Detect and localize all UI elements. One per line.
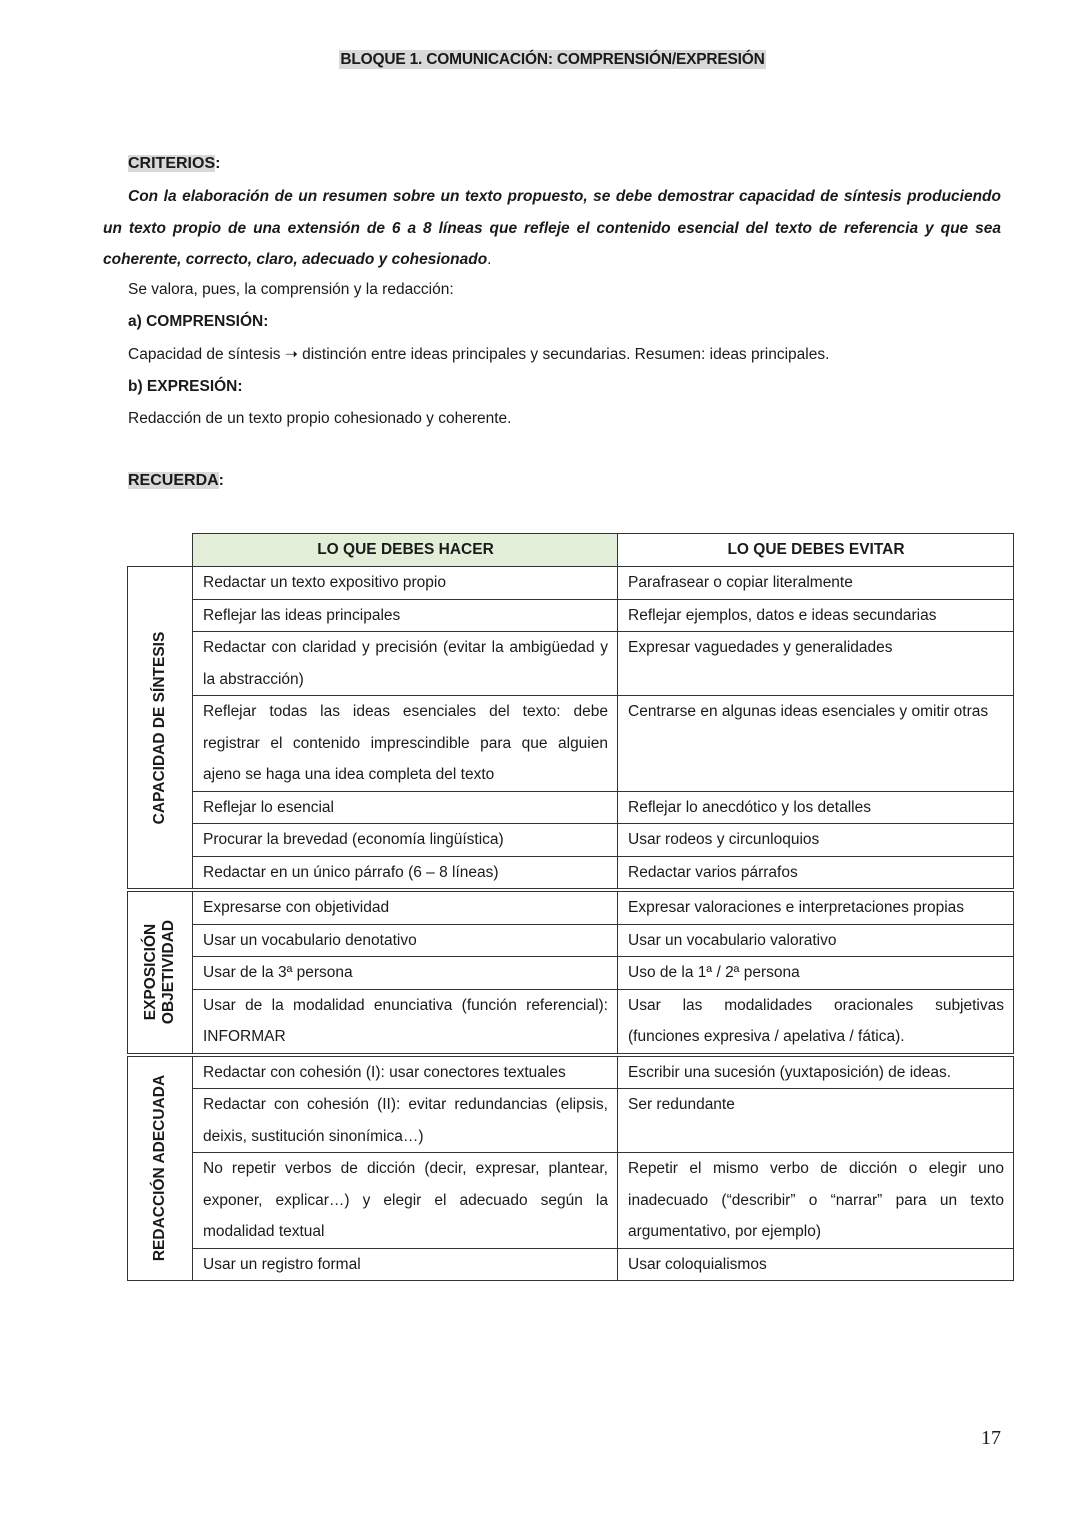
- table-row: [128, 696, 1014, 792]
- avoid-cell: Usar rodeos y circunloquios: [618, 824, 1014, 857]
- do-cell: No repetir verbos de dicción (decir, expresar, plantear, exponer, explicar…) y elegir el adecuado según la modalidad textual: [193, 1153, 618, 1249]
- do-cell: Redactar con cohesión (II): evitar redundancias (elipsis, deixis, sustitución sinonímica…): [193, 1089, 618, 1153]
- table-header-row: [128, 534, 1014, 567]
- table-row: [128, 791, 1014, 824]
- table-row: [128, 632, 1014, 696]
- do-cell: Usar un registro formal: [193, 1248, 618, 1281]
- group-label-line: OBJETIVIDAD: [160, 920, 177, 1025]
- avoid-cell: Uso de la 1ª / 2ª persona: [618, 957, 1014, 990]
- table-row: [128, 890, 1014, 924]
- table-row: [128, 957, 1014, 990]
- column-header-avoid: LO QUE DEBES EVITAR: [618, 534, 1014, 567]
- do-cell: Reflejar todas las ideas esenciales del texto: debe registrar el contenido imprescindible para que alguien ajeno se haga una idea completa del texto: [193, 696, 618, 792]
- avoid-cell: Usar un vocabulario valorativo: [618, 924, 1014, 957]
- do-cell: Usar de la modalidad enunciativa (función referencial): INFORMAR: [193, 989, 618, 1055]
- table-row: [128, 567, 1014, 600]
- do-cell: Reflejar lo esencial: [193, 791, 618, 824]
- table-row: [128, 1248, 1014, 1281]
- group-label: [151, 1075, 169, 1261]
- avoid-cell: Reflejar ejemplos, datos e ideas secundarias: [618, 599, 1014, 632]
- group-label-line: EXPOSICIÓN: [142, 924, 159, 1021]
- avoid-cell: Usar las modalidades oracionales subjetivas (funciones expresiva / apelativa / fática).: [618, 989, 1014, 1055]
- do-cell: Redactar un texto expositivo propio: [193, 567, 618, 600]
- comprension-text: Capacidad de síntesis ➝ distinción entre ideas principales y secundarias. Resumen: ideas principales.: [128, 346, 830, 363]
- group-label-line: REDACCIÓN ADECUADA: [151, 1075, 168, 1262]
- recuerda-table: [127, 533, 1014, 1281]
- page-title: BLOQUE 1. COMUNICACIÓN: COMPRENSIÓN/EXPRESIÓN: [340, 51, 765, 68]
- criterios-label: CRITERIOS:: [128, 155, 221, 172]
- do-cell: Usar de la 3ª persona: [193, 957, 618, 990]
- do-cell: Reflejar las ideas principales: [193, 599, 618, 632]
- do-cell: Redactar con claridad y precisión (evitar la ambigüedad y la abstracción): [193, 632, 618, 696]
- do-cell: Procurar la brevedad (economía lingüística): [193, 824, 618, 857]
- table-row: [128, 856, 1014, 890]
- avoid-cell: Ser redundante: [618, 1089, 1014, 1153]
- avoid-cell: Expresar valoraciones e interpretaciones propias: [618, 890, 1014, 924]
- group-label-cell: [128, 1055, 193, 1281]
- group-label: [151, 631, 169, 824]
- group-label: [142, 920, 178, 1024]
- expresion-label: b) EXPRESIÓN:: [128, 378, 243, 395]
- criterios-paragraph: Con la elaboración de un resumen sobre un texto propuesto, se debe demostrar capacidad de síntesis produciendo un texto propio de una extensión de 6 a 8 líneas que refleje el contenido esencial del texto de referencia y que sea coherente, correcto, claro, adecuado y cohesionado.: [103, 188, 1001, 268]
- avoid-cell: Parafrasear o copiar literalmente: [618, 567, 1014, 600]
- recuerda-label: RECUERDA:: [128, 472, 224, 489]
- avoid-cell: Redactar varios párrafos: [618, 856, 1014, 890]
- column-header-do: LO QUE DEBES HACER: [193, 534, 618, 567]
- table-row: [128, 989, 1014, 1055]
- table-row: [128, 1055, 1014, 1089]
- page-number: 17: [981, 1427, 1001, 1449]
- table-row: [128, 599, 1014, 632]
- comprension-label: a) COMPRENSIÓN:: [128, 313, 269, 330]
- expresion-text: Redacción de un texto propio cohesionado y coherente.: [128, 410, 512, 427]
- avoid-cell: Reflejar lo anecdótico y los detalles: [618, 791, 1014, 824]
- do-cell: Redactar en un único párrafo (6 – 8 líneas): [193, 856, 618, 890]
- group-label-cell: [128, 890, 193, 1055]
- table-row: [128, 824, 1014, 857]
- do-cell: Redactar con cohesión (I): usar conectores textuales: [193, 1055, 618, 1089]
- table-row: [128, 924, 1014, 957]
- avoid-cell: Repetir el mismo verbo de dicción o elegir uno inadecuado (“describir” o “narrar” para un texto argumentativo, por ejemplo): [618, 1153, 1014, 1249]
- do-cell: Expresarse con objetividad: [193, 890, 618, 924]
- avoid-cell: Centrarse en algunas ideas esenciales y omitir otras: [618, 696, 1014, 792]
- group-label-cell: [128, 567, 193, 891]
- avoid-cell: Expresar vaguedades y generalidades: [618, 632, 1014, 696]
- table-row: [128, 1153, 1014, 1249]
- table-row: [128, 1089, 1014, 1153]
- criterios-intro: Se valora, pues, la comprensión y la redacción:: [128, 281, 454, 298]
- table-corner: [128, 534, 193, 567]
- do-cell: Usar un vocabulario denotativo: [193, 924, 618, 957]
- group-label-line: CAPACIDAD DE SÍNTESIS: [151, 631, 168, 824]
- avoid-cell: Usar coloquialismos: [618, 1248, 1014, 1281]
- avoid-cell: Escribir una sucesión (yuxtaposición) de ideas.: [618, 1055, 1014, 1089]
